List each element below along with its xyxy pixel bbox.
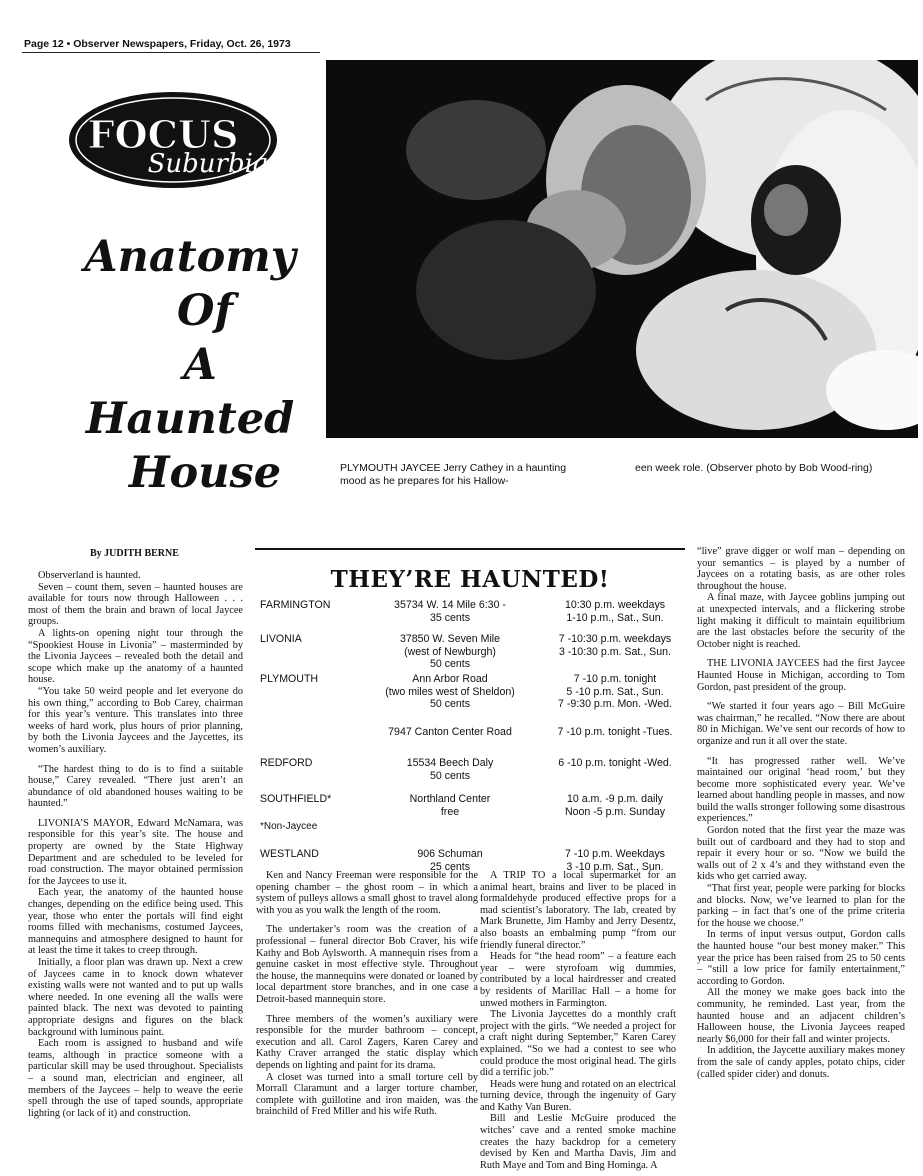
box-top-rule (255, 548, 685, 550)
article-column-1 (28, 570, 243, 1119)
listing-footnote: *Non-Jaycee (260, 821, 318, 832)
paragraph: THE LIVONIA JAYCEES had the first Jaycee Haunted House in Michigan, according to Tom Gordon, past president of the group. (697, 658, 905, 693)
listing-hours: 7 -10 p.m. Weekdays 3 -10 p.m. Sat., Sun. (565, 848, 665, 873)
paragraph: Heads for “the head room” – a feature each year – were styrofoam wig dummies, contributed by a local hairdresser and created by residents of Marillac Hall – a home for unwed mothers in Farmington. (480, 951, 676, 1009)
headline-line: House (128, 448, 282, 498)
logo-graphic (68, 90, 283, 190)
listing-hours: 7 -10 p.m. tonight -Tues. (557, 726, 673, 738)
page-header: Page 12 • Observer Newspapers, Friday, Oct. 26, 1973 (24, 38, 291, 50)
listing-city: SOUTHFIELD* (260, 793, 332, 805)
paragraph: Bill and Leslie McGuire produced the witches’ cave and a rented smoke machine creates the hazy backdrop for a cemetery devised by Ken and Martha Davis, Jim and Ruth Maye and Tom and Bing Hominga. A (480, 1113, 676, 1171)
listing-city: LIVONIA (260, 633, 302, 645)
paragraph: “That first year, people were parking for blocks and blocks. Now, we’ve learned to plan for the parking – in fact that’s one of the prime criteria for the house we choose.” (697, 883, 905, 929)
logo-script-text: Suburbia (147, 149, 269, 179)
photo-graphic (326, 60, 918, 438)
article-column-3 (480, 870, 676, 1171)
headline (70, 230, 310, 500)
paragraph: A TRIP TO a local supermarket for an animal heart, brains and liver to be placed in formaldehyde produced effective props for a mad scientist’s laboratory. The lab, created by Mark Brunette, Jim Hamby and Jerry Desentz, also boasts an embalming pump “from our friendly funeral director.” (480, 870, 676, 951)
listing-hours: 10 a.m. -9 p.m. daily Noon -5 p.m. Sunday (564, 793, 666, 818)
listing-hours: 6 -10 p.m. tonight -Wed. (558, 757, 672, 769)
paragraph: Each room is assigned to husband and wife teams, although in practice someone with a particular skill may be used throughout. Specialists – a sound man, electrician and engineer, all members of the Jaycees – help to weave the eerie spell through the use of taped sounds, appropriate lighting (or lack of it) and construction. (28, 1038, 243, 1119)
paragraph: The undertaker’s room was the creation of a professional – funeral director Bob Craver, his wife Kathy and Bob Aylsworth. A mannequin rises from a genuine casket in most effective style. Throughout the house, the mannequins were donated or loaned by local department store branches, and in one case a Detroit-based mannequin store. (256, 924, 478, 1005)
paragraph: “You take 50 weird people and let everyone do his own thing,” according to Bob Carey, chairman for this year’s venture. This translates into three weeks of hard work, plus hours of prior planning, by both the Livonia Jaycees and the Jaycettes, its women’s auxiliary. (28, 685, 243, 755)
paragraph: Gordon noted that the first year the maze was built out of cardboard and they had to stop and repair it every hour or so. “Now we build the walls out of 2 x 4’s and they withstand even the kids who get carried away. (697, 825, 905, 883)
header-rule (22, 52, 320, 53)
paragraph: A closet was turned into a small torture cell by Morrall Claramunt and a larger torture chamber, complete with guillotine and iron maiden, was the brainchild of Fred Miller and his wife Ruth. (256, 1071, 478, 1118)
listing-address: 15534 Beech Daly 50 cents (406, 757, 494, 782)
listing-title: THEY’RE HAUNTED! (330, 566, 610, 593)
listing-hours: 10:30 p.m. weekdays 1-10 p.m., Sat., Sun. (564, 599, 666, 624)
article-column-4 (697, 546, 905, 1080)
headline-line: Haunted (85, 394, 295, 444)
paragraph: Initially, a floor plan was drawn up. Next a crew of Jaycees came in to knock down whatever existing walls were not wanted and to put up walls where needed. In one evening all the walls were painted black. The next was devoted to painting appropriate designs and figures on the black background with luminous paint. (28, 957, 243, 1038)
paragraph: “The hardest thing to do is to find a suitable house,” Carey revealed. “There just aren’t an abundance of old abandoned houses waiting to be haunted.” (28, 763, 243, 810)
paragraph: Heads were hung and rotated on an electrical turning device, through the ingenuity of Gary and Kathy Van Buren. (480, 1078, 676, 1113)
photo-caption-part2: een week role. (Observer photo by Bob Wood-ring) (635, 462, 873, 474)
haunted-jaycee-photo (326, 60, 918, 438)
listing-hours: 7 -10 p.m. tonight 5 -10 p.m. Sat., Sun. 7 -9:30 p.m. Mon. -Wed. (557, 673, 673, 710)
paragraph: Observerland is haunted. (38, 570, 141, 581)
logo-main-text: FOCUS (87, 112, 239, 157)
listing-address: 7947 Canton Center Road (388, 726, 512, 738)
headline-line: Of (177, 286, 233, 336)
listing-city: WESTLAND (260, 848, 319, 860)
paragraph: A final maze, with Jaycee goblins jumping out at unexpected intervals, and a flickering strobe light making it difficult to maintain equilibrium are the last obstacles before the security of the October night is reached. (697, 592, 905, 650)
listing-hours: 7 -10:30 p.m. weekdays 3 -10:30 p.m. Sat., Sun. (558, 633, 672, 658)
listing-address: Ann Arbor Road (two miles west of Sheldon) 50 cents (385, 673, 515, 710)
paragraph: Seven – count them, seven – haunted houses are available for tours now through Halloween . . . most of them the brain and brawn of local Jaycee groups. (28, 581, 243, 628)
paragraph: In addition, the Jaycette auxiliary makes money from the sale of candy apples, potato chips, cider (called spider cider) and donuts. (697, 1045, 905, 1080)
listing-city: FARMINGTON (260, 599, 331, 611)
paragraph: The Livonia Jaycettes do a monthly craft project with the girls. “We needed a project for a craft night during September,” Karen Carey explained. “So we had a contest to see who could produce the most original head. The girls did a terrific job.” (480, 1009, 676, 1079)
photo-caption-part1: PLYMOUTH JAYCEE Jerry Cathey in a haunting mood as he prepares for his Hallow- (340, 462, 567, 487)
paragraph: Each year, the anatomy of the haunted house changes, depending on the edifice being used. This year, those who enter the portals will find eight rooms filled with mechanisms, costumed Jaycees, mannequins and atmosphere designed to haunt for at least the time it takes to creep through. (28, 887, 243, 957)
paragraph: In terms of input versus output, Gordon calls the haunted house “our best money maker.” This year the price has been raised from 25 to 50 cents – “still a low price for family entertainment,” according to Gordon. (697, 929, 905, 987)
paragraph: “live” grave digger or wolf man – depending on your semantics – is played by a number of Jaycees on a rotating basis, as are other roles throughout the house. (697, 546, 905, 592)
listing-city: PLYMOUTH (260, 673, 319, 685)
paragraph: Three members of the women’s auxiliary were responsible for the murder bathroom – concept, execution and all. Carol Zagers, Karen Carey and Kathy Craver arranged the static display which depends on lighting and paint for its drama. (256, 1013, 478, 1071)
focus-suburbia-logo (68, 90, 283, 190)
paragraph: “We started it four years ago – Bill McGuire was chairman,” he recalled. “Now there are about 80 in Michigan. We’ve sent our records of how to organize and run it all over the state. (697, 701, 905, 747)
headline-line: A (183, 340, 217, 390)
paragraph: “It has progressed rather well. We’ve maintained our original ‘head room,’ but they become more sophisticated every year. We’ve learned about handling people in masses, and now build the walls stronger following some disastrous experiences.” (697, 755, 905, 825)
paragraph: A lights-on opening night tour through the “Spookiest House in Livonia” – masterminded by the Livonia Jaycees – revealed both the detail and scope which make up the anatomy of a haunted house. (28, 627, 243, 686)
listing-address: Northland Center free (409, 793, 491, 818)
listing-address: 35734 W. 14 Mile 6:30 - 35 cents (394, 599, 506, 624)
listing-address: 906 Schuman 25 cents (417, 848, 483, 873)
haunted-houses-listing (255, 548, 685, 888)
article-column-2 (256, 870, 478, 1118)
listing-table (255, 593, 685, 848)
headline-line: Anatomy (84, 232, 296, 282)
listing-city: REDFORD (260, 757, 313, 769)
listing-address: 37850 W. Seven Mile (west of Newburgh) 50 cents (399, 633, 501, 670)
paragraph: LIVONIA’S MAYOR, Edward McNamara, was responsible for this year’s site. The house and property are owned by the State Highway Department and are scheduled to be leveled for road construction. The mayor obtained permission for the Jaycees to use it. (28, 817, 243, 887)
paragraph: All the money we make goes back into the community, he reminded. Last year, from the haunted house and an adjacent children’s Halloween house, the Livonia Jaycees reaped nearly $6,000 for their fall and winter projects. (697, 987, 905, 1045)
byline: By JUDITH BERNE (90, 548, 179, 559)
paragraph: Ken and Nancy Freeman were responsible for the opening chamber – the ghost room – in which a system of pulleys allows a small ghost to travel along with you as you walk the length of the room. (256, 870, 478, 916)
